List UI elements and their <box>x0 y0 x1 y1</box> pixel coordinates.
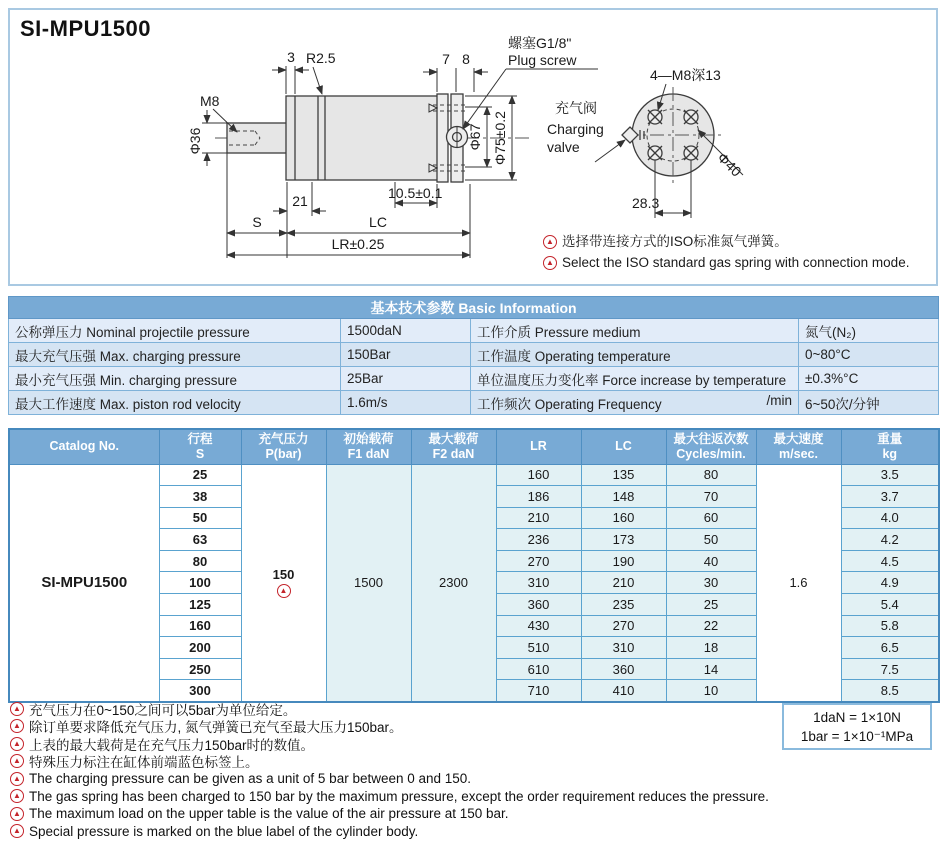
label-dim8: 8 <box>462 51 470 67</box>
table-row <box>9 464 939 486</box>
cell-stroke: 300 <box>159 680 241 702</box>
cell-lc: 270 <box>581 615 666 637</box>
cell-weight: 4.0 <box>841 507 939 529</box>
cell-cycles: 25 <box>666 594 756 616</box>
param-value: 1500daN <box>341 319 471 343</box>
param-label-text: 工作频次 Operating Frequency <box>477 396 662 412</box>
footnote <box>10 770 940 788</box>
col-header-lc: LC <box>581 429 666 464</box>
cell-speed: 1.6 <box>756 464 841 702</box>
cell-lc: 235 <box>581 594 666 616</box>
param-label: 最大充气压强 Max. charging pressure <box>9 343 341 367</box>
col-header-f1: 初始载荷 F1 daN <box>326 429 411 464</box>
alert-icon <box>10 772 24 786</box>
footnote-text: 除订单要求降低充气压力, 氮气弹簧已充气至最大压力150bar。 <box>29 720 403 736</box>
col-header-catalog: Catalog No. <box>9 429 159 464</box>
footnote <box>10 788 940 806</box>
technical-drawing-panel <box>8 8 938 286</box>
alert-icon <box>10 824 24 838</box>
cell-weight: 4.2 <box>841 529 939 551</box>
param-label <box>471 391 799 415</box>
spec-header-row <box>9 429 939 464</box>
cell-cycles: 40 <box>666 550 756 572</box>
cell-f2: 2300 <box>411 464 496 702</box>
cell-lr: 160 <box>496 464 581 486</box>
cell-weight: 5.8 <box>841 615 939 637</box>
label-bolts: 4—M8深13 <box>650 67 721 83</box>
cell-lc: 173 <box>581 529 666 551</box>
cell-cycles: 70 <box>666 486 756 508</box>
footnote-text: 特殊压力标注在缸体前端蓝色标签上。 <box>29 755 259 771</box>
footnote-text: The maximum load on the upper table is the value of the air pressure at 150 bar. <box>29 806 509 822</box>
cell-lr: 210 <box>496 507 581 529</box>
drawing-notes <box>543 231 909 273</box>
cell-stroke: 200 <box>159 637 241 659</box>
param-label: 公称弹压力 Nominal projectile pressure <box>9 319 341 343</box>
label-dia36: Φ36 <box>187 127 203 155</box>
param-label: 最小充气压强 Min. charging pressure <box>9 367 341 391</box>
alert-icon <box>10 719 24 733</box>
label-dim105: 10.5±0.1 <box>388 185 443 201</box>
alert-icon <box>10 754 24 768</box>
label-plug-en: Plug screw <box>508 52 577 68</box>
cell-lr: 430 <box>496 615 581 637</box>
label-r25: R2.5 <box>306 50 336 66</box>
col-header-lr: LR <box>496 429 581 464</box>
cell-lc: 210 <box>581 572 666 594</box>
drawing-note-zh-text: 选择带连接方式的ISO标准氮气弹簧。 <box>562 234 788 249</box>
param-value: 1.6m/s <box>341 391 471 415</box>
cell-cycles: 30 <box>666 572 756 594</box>
footnote-text: 充气压力在0~150之间可以5bar为单位给定。 <box>29 702 297 718</box>
cell-stroke: 100 <box>159 572 241 594</box>
label-lc: LC <box>369 214 387 230</box>
label-dia40: Φ40 <box>714 149 745 180</box>
conversion-line-1: 1daN = 1×10N <box>813 709 901 725</box>
basic-info-title: 基本技术参数 Basic Information <box>9 297 939 319</box>
label-dim21: 21 <box>292 193 308 209</box>
unit-conversion-box <box>782 703 932 750</box>
basic-info-title-row <box>9 297 939 319</box>
table-row <box>9 343 939 367</box>
cell-lc: 160 <box>581 507 666 529</box>
col-header-cycles: 最大往返次数 Cycles/min. <box>666 429 756 464</box>
param-value: 氮气(N₂) <box>799 319 939 343</box>
param-value: 6~50次/分钟 <box>799 391 939 415</box>
label-valve-en1: Charging <box>547 121 604 137</box>
alert-icon <box>277 584 291 598</box>
cell-lr: 610 <box>496 658 581 680</box>
cell-weight: 4.5 <box>841 550 939 572</box>
table-row <box>9 391 939 415</box>
label-lr: LR±0.25 <box>331 236 385 252</box>
drawing-note-en-text: Select the ISO standard gas spring with connection mode. <box>562 255 910 270</box>
cell-lr: 270 <box>496 550 581 572</box>
cell-lc: 148 <box>581 486 666 508</box>
cell-lc: 410 <box>581 680 666 702</box>
footnote-text: Special pressure is marked on the blue label of the cylinder body. <box>29 823 419 839</box>
col-header-weight: 重量 kg <box>841 429 939 464</box>
label-m8: M8 <box>200 93 220 109</box>
footnote-text: The gas spring has been charged to 150 bar by the maximum pressure, except the order requirement reduces the pressure. <box>29 788 769 804</box>
cell-stroke: 25 <box>159 464 241 486</box>
basic-info-table <box>8 296 939 415</box>
cell-stroke: 250 <box>159 658 241 680</box>
cell-cycles: 50 <box>666 529 756 551</box>
col-header-speed: 最大速度 m/sec. <box>756 429 841 464</box>
param-label: 最大工作速度 Max. piston rod velocity <box>9 391 341 415</box>
cell-cycles: 60 <box>666 507 756 529</box>
cell-lr: 310 <box>496 572 581 594</box>
spec-table <box>8 428 940 703</box>
cell-weight: 5.4 <box>841 594 939 616</box>
param-label: 单位温度压力变化率 Force increase by temperature <box>471 367 799 391</box>
cell-weight: 7.5 <box>841 658 939 680</box>
label-dim7: 7 <box>442 51 450 67</box>
param-value: 150Bar <box>341 343 471 367</box>
cell-stroke: 63 <box>159 529 241 551</box>
cell-lc: 190 <box>581 550 666 572</box>
pressure-value: 150 <box>272 567 295 583</box>
cell-f1: 1500 <box>326 464 411 702</box>
cell-stroke: 80 <box>159 550 241 572</box>
cell-cycles: 80 <box>666 464 756 486</box>
label-s: S <box>252 214 262 230</box>
cell-cycles: 10 <box>666 680 756 702</box>
cell-pressure <box>241 464 326 702</box>
cell-weight: 6.5 <box>841 637 939 659</box>
label-valve-zh: 充气阀 <box>555 100 597 116</box>
cell-weight: 3.5 <box>841 464 939 486</box>
label-dia67: Φ67 <box>467 123 483 151</box>
label-dia75: Φ75±0.2 <box>492 111 508 165</box>
cell-catalog-no: SI-MPU1500 <box>9 464 159 702</box>
cell-weight: 4.9 <box>841 572 939 594</box>
cell-stroke: 125 <box>159 594 241 616</box>
alert-icon <box>10 737 24 751</box>
cell-weight: 3.7 <box>841 486 939 508</box>
param-unit: /min <box>766 392 792 408</box>
param-value: 25Bar <box>341 367 471 391</box>
alert-icon <box>543 235 557 249</box>
cell-lr: 710 <box>496 680 581 702</box>
cell-lc: 310 <box>581 637 666 659</box>
cell-cycles: 22 <box>666 615 756 637</box>
table-row <box>9 367 939 391</box>
alert-icon <box>10 702 24 716</box>
label-dim283: 28.3 <box>632 195 660 211</box>
front-view <box>547 67 745 218</box>
param-label: 工作介质 Pressure medium <box>471 319 799 343</box>
cell-lr: 510 <box>496 637 581 659</box>
param-value: 0~80°C <box>799 343 939 367</box>
drawing-note-en <box>543 252 909 273</box>
footnote <box>10 805 940 823</box>
footnote-text: The charging pressure can be given as a unit of 5 bar between 0 and 150. <box>29 771 472 787</box>
param-value: ±0.3%°C <box>799 367 939 391</box>
label-valve-en2: valve <box>547 139 580 155</box>
label-plug-zh: 螺塞G1/8" <box>508 35 572 51</box>
col-header-stroke: 行程 S <box>159 429 241 464</box>
cell-lc: 135 <box>581 464 666 486</box>
footnote <box>10 753 940 771</box>
cell-lr: 236 <box>496 529 581 551</box>
drawing-note-zh <box>543 231 909 252</box>
cell-stroke: 50 <box>159 507 241 529</box>
cell-lc: 360 <box>581 658 666 680</box>
cell-cycles: 18 <box>666 637 756 659</box>
cell-stroke: 160 <box>159 615 241 637</box>
label-dim3: 3 <box>287 49 295 65</box>
alert-icon <box>10 807 24 821</box>
col-header-pressure: 充气压力 P(bar) <box>241 429 326 464</box>
page-title: SI-MPU1500 <box>20 16 151 41</box>
cell-lr: 186 <box>496 486 581 508</box>
alert-icon <box>543 256 557 270</box>
table-row <box>9 319 939 343</box>
alert-icon <box>10 789 24 803</box>
cell-cycles: 14 <box>666 658 756 680</box>
footnote <box>10 823 940 841</box>
param-label: 工作温度 Operating temperature <box>471 343 799 367</box>
col-header-f2: 最大载荷 F2 daN <box>411 429 496 464</box>
cell-stroke: 38 <box>159 486 241 508</box>
footnote-text: 上表的最大载荷是在充气压力150bar时的数值。 <box>29 737 315 753</box>
cell-lr: 360 <box>496 594 581 616</box>
conversion-line-2: 1bar = 1×10⁻¹MPa <box>800 728 914 744</box>
cell-weight: 8.5 <box>841 680 939 702</box>
